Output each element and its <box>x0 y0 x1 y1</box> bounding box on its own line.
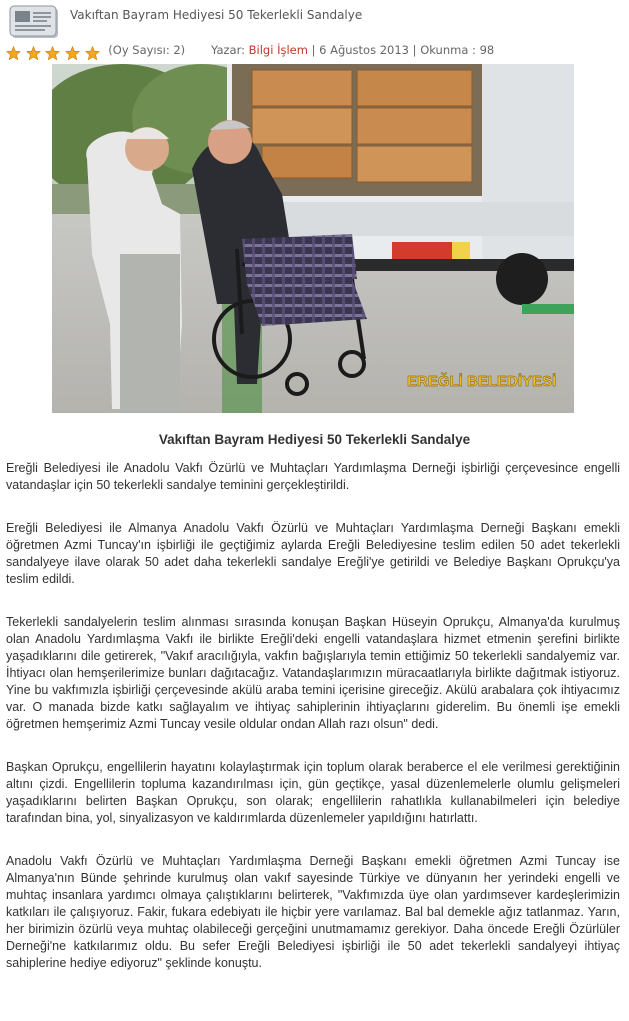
author-link[interactable]: Bilgi İşlem <box>248 43 308 57</box>
author-label: Yazar: <box>211 43 245 57</box>
paragraph: Ereğli Belediyesi ile Anadolu Vakfı Özürlü ve Muhtaçları Yardımlaşma Derneği işbirliği çerçevesince engelli vatandaşlar için 50 tekerlekli sandalye teminini gerçekleştirildi. <box>6 461 620 492</box>
publish-date: 6 Ağustos 2013 <box>319 43 410 57</box>
meta-separator: | <box>311 43 316 57</box>
rating-stars[interactable] <box>6 45 101 60</box>
paragraph: Anadolu Vakfı Özürlü ve Muhtaçları Yardımlaşma Derneği Başkanı emekli öğretmen Azmi Tuncay ise Almanya'nın Bünde şehrinde kurulmuş olan vakıf sayesinde Türkiye ve dünyanın her yerindeki engelli ve muhtaç insanlara yardımcı olmaya çalıştıklarını belirterek, "Vakfımızda üye olan yardımsever kardeşlerimizin katkıları ile çalışıyoruz. Fakir, fukara edebiyatı ile hiçbir yere varılamaz. Bal bal demekle ağız tatlanmaz. Yarın, her birimizin özürlü veya muhtaç olabileceği gerçeğini unutmamamız gerekiyor. Daha öncede Ereğli Özürlüler Derneği'ne katkılarımız oldu. Bu sefer Ereğli Belediyesi işbirliği ile 50 adet tekerlekli sandalyeyi ihtiyaç sahiplerine hediye ediyoruz" şeklinde konuştu. <box>6 854 620 970</box>
vote-count: (Oy Sayısı: 2) <box>108 43 186 57</box>
article-photo <box>52 64 574 413</box>
paragraph: Başkan Oprukçu, engellilerin hayatını kolaylaştırmak için toplum olarak beraberce el ele verilmesi gerektiğinin altını çizdi. Engellilerin topluma kazandırılması için, gün geçtikçe, yasal düzenlemelerle olumlu gelişmeleri yaşadıklarını belirten Başkan Oprukçu, son olarak; engellilerin rahatlıkla kullanabilmeleri için belediye tarafından bina, yol, sinyalizasyon ve kaldırımlarda düzenlemeler yapıldığını hatırlattı. <box>6 760 620 825</box>
paragraph: Ereğli Belediyesi ile Almanya Anadolu Vakfı Özürlü ve Muhtaçları Yardımlaşma Derneği Başkanı emekli öğretmen Azmi Tuncay'ın işbirliği ile geçtiğimiz aylarda Ereğli Belediyesine teslim edilen 50 adet tekerlekli sandalyeye ilave olarak 50 adet daha tekerlekli sandalye Ereğli'ye getirildi ve Belediye Başkanı Oprukçu'ya teslim edildi. <box>6 521 620 586</box>
photo-watermark: EREĞLİ BELEDİYESİ <box>407 373 557 390</box>
star-icon[interactable] <box>6 46 21 60</box>
article-body <box>6 460 620 998</box>
article-meta <box>6 43 495 60</box>
view-count: Okunma : 98 <box>420 43 495 57</box>
article-title: Vakıftan Bayram Hediyesi 50 Tekerlekli Sandalye <box>158 432 471 447</box>
meta-separator: | <box>412 43 417 57</box>
header-title: Vakıftan Bayram Hediyesi 50 Tekerlekli Sandalye <box>70 8 363 22</box>
article-header <box>0 0 629 62</box>
star-icon[interactable] <box>65 46 80 60</box>
star-icon[interactable] <box>26 46 41 60</box>
paragraph: Tekerlekli sandalyelerin teslim alınması sırasında konuşan Başkan Hüseyin Oprukçu, Almanya'da kurulmuş olan Anadolu Yardımlaşma Vakfı ile birlikte Ereğli'deki engelli vatandaşlara hizmet etmenin şerefini birlikte yaşadıklarını dile getirerek, "Vakıf aracılığıyla, vakfın bağışlarıyla temin ettiğimiz 50 tekerlekli sandalyemiz var. İhtiyacı olan hemşerilerimize bunları dağıtacağız. Vatandaşlarımızın müracaatlarıyla birlikte dağıtmak istiyoruz. Yine bu vakfımızla işbirliği çerçevesinde akülü araba temini içerisine gireceğiz. Akülü arabalara çok ihtiyacımız var. O manada bizde katkı sağlayalım ve ihtiyaç sahiplerinin ihtiyaçlarını giderelim. Bu önemli işe emekli öğretmen hemşerimiz Azmi Tuncay vesile oldular ondan Allah razı olsun" dedi. <box>6 615 620 731</box>
star-icon[interactable] <box>45 46 60 60</box>
star-icon[interactable] <box>85 46 100 60</box>
newspaper-icon <box>8 4 60 40</box>
meta-info <box>211 43 494 57</box>
